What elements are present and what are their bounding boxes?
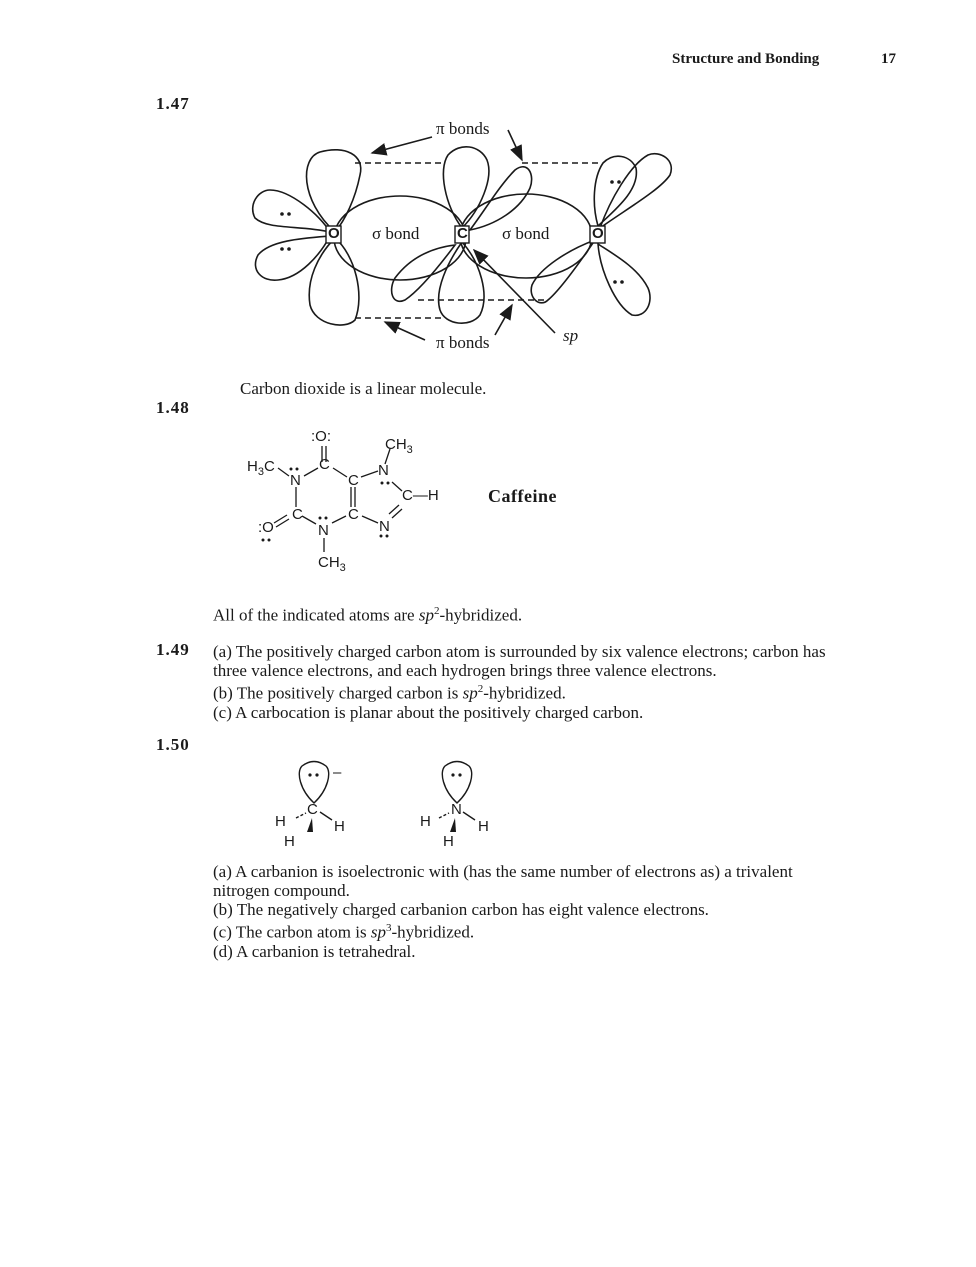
caffeine-c4: C xyxy=(348,506,359,523)
caffeine-n9: N xyxy=(379,518,390,535)
answer-1-50-line-a: (a) A carbanion is isoelectronic with (has the same number of electrons as) a trivalent xyxy=(213,862,793,881)
caption-co2-linear: Carbon dioxide is a linear molecule. xyxy=(240,379,487,398)
label-sp: sp xyxy=(563,326,579,345)
answer-1-50-line-c: (c) The carbon atom is $sp^3$-hybridized. xyxy=(213,922,475,942)
atom-c: C xyxy=(457,225,468,242)
caffeine-o-left: :O xyxy=(258,519,274,536)
answer-1-49-line-c: (c) A carbocation is planar about the positively charged carbon. xyxy=(213,702,644,722)
caffeine-n1: N xyxy=(290,472,301,489)
caffeine-c8-h: C—H xyxy=(402,487,439,504)
atom-o-right: O xyxy=(592,225,604,242)
problem-number-1-48: 1.48 xyxy=(156,398,190,417)
problem-number-1-49: 1.49 xyxy=(156,640,190,659)
answer-1-50-line-b: (b) The negatively charged carbanion carbon has eight valence electrons. xyxy=(213,900,709,919)
label-sigma-bond-right: σ bond xyxy=(502,224,550,243)
amine-n: N xyxy=(451,801,462,818)
carbanion-h-bottom: H xyxy=(284,833,295,850)
caffeine-statement: All of the indicated atoms are $sp^2$-hybridized. xyxy=(213,605,523,625)
caffeine-ch3-bottom: $CH_3$ xyxy=(318,554,346,574)
caffeine-ch3-top: $CH_3$ xyxy=(385,436,413,456)
caffeine-o-top: :O: xyxy=(311,428,332,445)
atom-o-left: O xyxy=(328,225,340,242)
page-number: 17 xyxy=(881,51,896,67)
caffeine-h3c: $H_3C$ xyxy=(247,458,275,478)
answer-1-50-line-d: (d) A carbanion is tetrahedral. xyxy=(213,941,416,961)
caffeine-n7: N xyxy=(378,462,389,479)
amine-h-left: H xyxy=(420,813,431,830)
amine-h-bottom: H xyxy=(443,833,454,850)
answer-1-49-line-a-cont: three valence electrons, and each hydrogen brings three valence electrons. xyxy=(213,661,717,680)
running-header-title: Structure and Bonding xyxy=(672,51,820,67)
caffeine-n3: N xyxy=(318,522,329,539)
caffeine-c2: C xyxy=(319,456,330,473)
caffeine-name: Caffeine xyxy=(488,486,557,506)
answer-1-50-line-a-cont: nitrogen compound. xyxy=(213,881,350,900)
problem-number-1-47: 1.47 xyxy=(156,94,190,113)
carbanion-h-right: H xyxy=(334,818,345,835)
label-pi-bonds-top: π bonds xyxy=(436,119,490,138)
amine-h-right: H xyxy=(478,818,489,835)
problem-number-1-50: 1.50 xyxy=(156,735,190,754)
label-pi-bonds-bottom: π bonds xyxy=(436,333,490,352)
caffeine-c3: C xyxy=(348,472,359,489)
answer-1-50 xyxy=(213,862,793,961)
carbanion-h-left: H xyxy=(275,813,286,830)
label-sigma-bond-left: σ bond xyxy=(372,224,420,243)
carbanion-charge: – xyxy=(333,764,342,781)
caffeine-c5: C xyxy=(292,506,303,523)
answer-1-49-line-b: (b) The positively charged carbon is $sp^2$-hybridized. xyxy=(213,683,566,703)
answer-1-49-line-a: (a) The positively charged carbon atom is surrounded by six valence electrons; carbon has xyxy=(213,642,826,661)
carbanion-c: C xyxy=(307,801,318,818)
